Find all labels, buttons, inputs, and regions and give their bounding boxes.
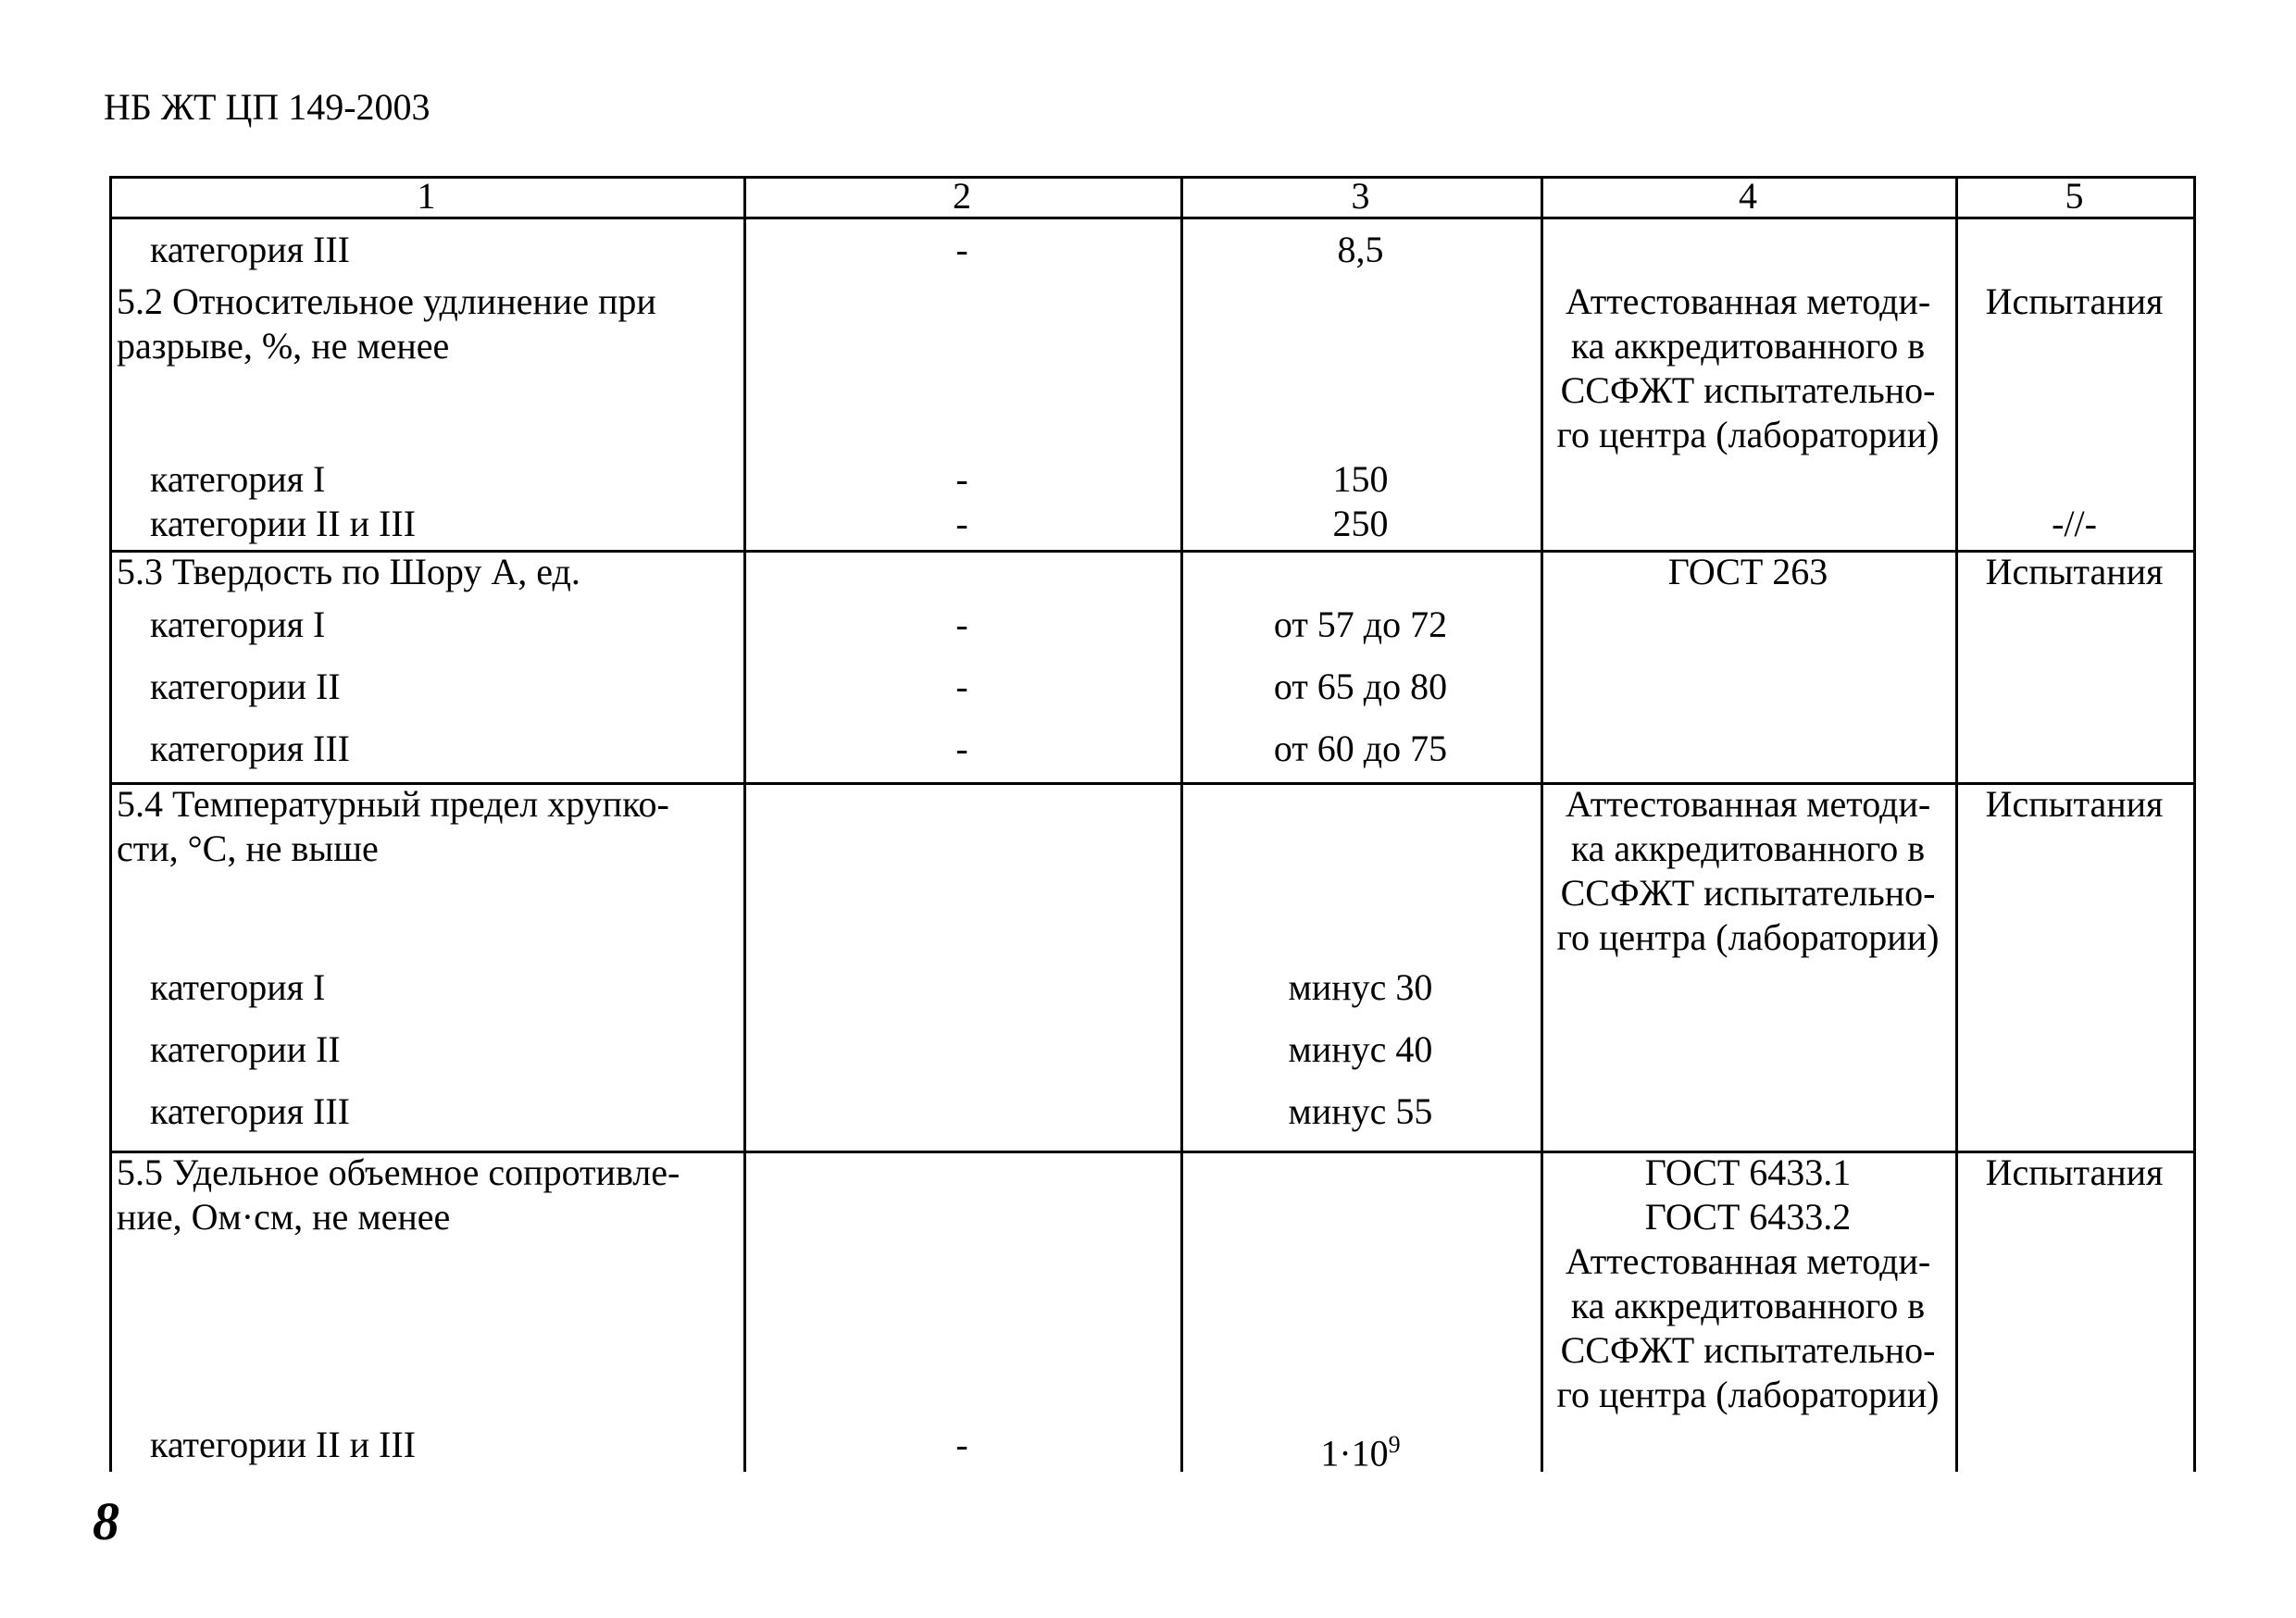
table-cell-dash: - [955,666,968,707]
table-cell-category: категория I [150,604,326,645]
table-cell-category: категории II и III [150,503,417,544]
table-cell-category: категории II и III [150,1424,417,1465]
table-cell-control: Испытания [1985,783,2164,825]
table-cell-parameter: ние, Ом·см, не менее [117,1196,451,1238]
table-cell-method: ССФЖТ испытательно- [1560,369,1936,411]
table-cell-control: Испытания [1985,551,2164,592]
table-cell-parameter: 5.3 Твердость по Шору А, ед. [117,551,580,592]
table-cell-dash: - [955,728,968,769]
table-cell-method: ка аккредитованного в [1570,1285,1926,1326]
table-cell-value [1180,1423,1541,1475]
column-header: 5 [2065,175,2084,217]
table-cell-control: -//- [2052,503,2097,544]
table-cell-value: минус 55 [1288,1090,1433,1132]
table-cell-value: 8,5 [1337,229,1384,270]
column-header: 1 [417,175,436,217]
table-cell-parameter: 5.5 Удельное объемное сопротивле- [117,1151,680,1193]
table-cell-method: ка аккредитованного в [1570,828,1926,869]
table-cell-parameter: 5.4 Температурный предел хрупко- [117,783,669,825]
table-cell-method: ССФЖТ испытательно- [1560,1329,1936,1371]
table-cell-method: Аттестованная методи- [1565,280,1931,322]
table-cell-category: категория I [150,966,326,1008]
column-divider [1180,176,1183,1472]
table-cell-method: го центра (лаборатории) [1556,1374,1940,1415]
table-cell-category: категория III [150,728,350,769]
value-exponent: 9 [1388,1431,1401,1458]
table-cell-category: категория III [150,1090,350,1132]
table-cell-method: ГОСТ 6433.1 [1644,1151,1852,1193]
table-cell-value: 150 [1332,458,1389,500]
table-cell-dash: - [955,229,968,270]
table-cell-parameter: сти, °С, не выше [117,828,379,869]
table-cell-category: категории II [150,1028,341,1070]
table-cell-method: ССФЖТ испытательно- [1560,872,1936,914]
table-cell-value: 250 [1332,503,1389,544]
column-header: 4 [1739,175,1757,217]
table-cell-control: Испытания [1985,280,2164,322]
table-cell-value: от 57 до 72 [1273,604,1448,645]
table-cell-method: ГОСТ 263 [1667,551,1828,592]
table-cell-value: минус 40 [1288,1028,1433,1070]
table-cell-category: категория III [150,229,350,270]
table-cell-method: го центра (лаборатории) [1556,916,1940,958]
table-cell-parameter: 5.2 Относительное удлинение при [117,280,656,322]
table-cell-dash: - [955,1424,968,1465]
table-border-left [109,176,112,1472]
table-cell-value: минус 30 [1288,966,1433,1008]
table-cell-method: Аттестованная методи- [1565,783,1931,825]
table-cell-method: ГОСТ 6433.2 [1644,1196,1852,1238]
table-cell-control: Испытания [1985,1151,2164,1193]
column-header: 2 [953,175,971,217]
header-row-divider [109,217,2196,219]
table-cell-value: от 65 до 80 [1273,666,1448,707]
table-cell-dash: - [955,604,968,645]
requirements-table [109,175,2196,1475]
table-cell-category: категория I [150,458,326,500]
table-cell-dash: - [955,503,968,544]
table-cell-category: категории II [150,666,341,707]
table-cell-method: Аттестованная методи- [1565,1240,1931,1282]
value-base: 1·10 [1320,1432,1389,1475]
table-cell-dash: - [955,458,968,500]
table-cell-parameter: разрыве, %, не менее [117,325,450,367]
document-header: НБ ЖТ ЦП 149-2003 [104,86,430,128]
page-number: 8 [93,1491,119,1551]
table-cell-method: ка аккредитованного в [1570,325,1926,367]
table-cell-method: го центра (лаборатории) [1556,414,1940,455]
column-divider [743,176,746,1472]
column-header: 3 [1351,175,1370,217]
table-cell-value: от 60 до 75 [1273,728,1448,769]
table-border-right [2193,176,2196,1472]
